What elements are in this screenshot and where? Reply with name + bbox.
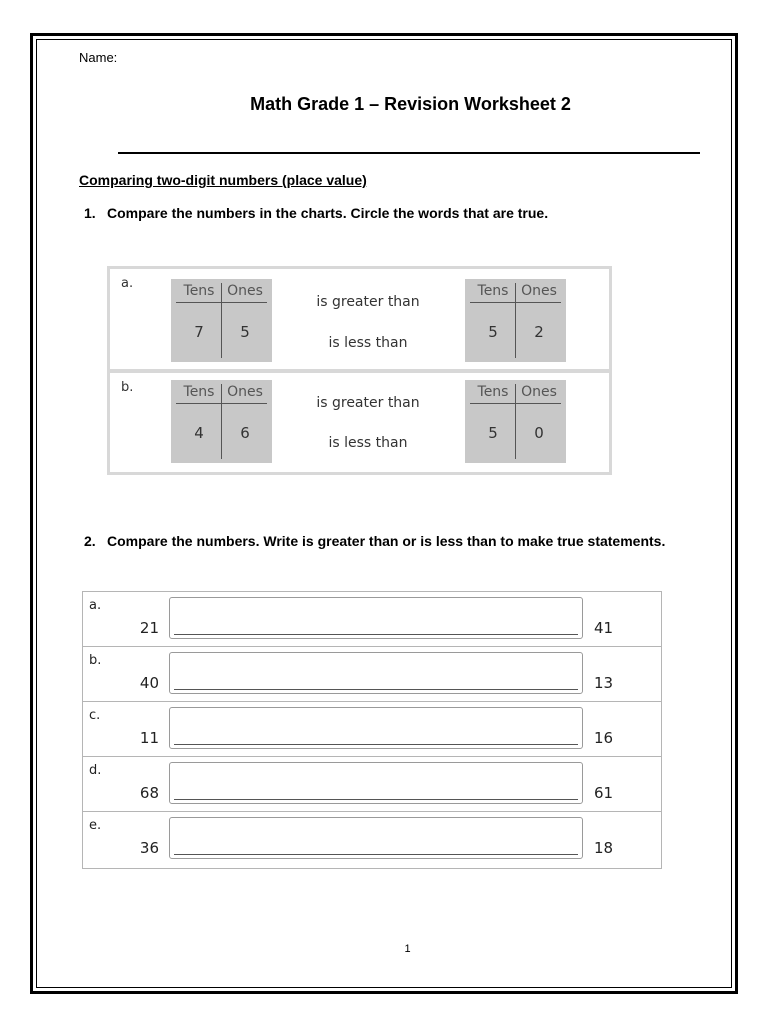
row-letter: b. bbox=[89, 653, 102, 668]
table-row bbox=[83, 592, 661, 647]
tens-digit: 7 bbox=[194, 323, 204, 341]
title-underline bbox=[118, 152, 700, 154]
answer-underline bbox=[174, 744, 578, 745]
ones-digit: 0 bbox=[534, 424, 544, 442]
left-number: 21 bbox=[139, 619, 159, 637]
question-1-number: 1. bbox=[84, 205, 96, 221]
right-number: 13 bbox=[594, 674, 614, 692]
answer-underline bbox=[174, 634, 578, 635]
answer-underline bbox=[174, 854, 578, 855]
question-2-number: 2. bbox=[84, 533, 96, 549]
chart-row-letter: b. bbox=[121, 380, 134, 395]
right-number: 16 bbox=[594, 729, 614, 747]
right-number: 61 bbox=[594, 784, 614, 802]
row-letter: a. bbox=[89, 598, 102, 613]
row-letter: c. bbox=[89, 708, 101, 723]
answer-input[interactable] bbox=[169, 597, 583, 639]
tens-digit: 5 bbox=[488, 424, 498, 442]
answer-input[interactable] bbox=[169, 707, 583, 749]
table-row bbox=[83, 702, 661, 757]
ones-digit: 6 bbox=[240, 424, 250, 442]
answer-underline bbox=[174, 799, 578, 800]
chart-row-letter: a. bbox=[121, 276, 134, 291]
ones-header: Ones bbox=[227, 283, 263, 299]
question-2-text: Compare the numbers. Write is greater than or is less than to make true statements. bbox=[107, 533, 666, 549]
section-heading: Comparing two-digit numbers (place value) bbox=[79, 172, 367, 188]
left-number: 68 bbox=[139, 784, 159, 802]
place-value-chart-left bbox=[171, 279, 272, 362]
table-row bbox=[83, 812, 661, 867]
tens-digit: 5 bbox=[488, 323, 498, 341]
left-number: 40 bbox=[139, 674, 159, 692]
answer-input[interactable] bbox=[169, 817, 583, 859]
name-label: Name: bbox=[79, 50, 118, 65]
place-value-chart-left bbox=[171, 380, 272, 463]
ones-digit: 2 bbox=[534, 323, 544, 341]
tens-header: Tens bbox=[477, 283, 509, 299]
phrase-less-than[interactable]: is less than bbox=[328, 335, 408, 351]
left-number: 11 bbox=[139, 729, 159, 747]
right-number: 18 bbox=[594, 839, 614, 857]
tens-header: Tens bbox=[183, 384, 215, 400]
phrase-less-than[interactable]: is less than bbox=[328, 435, 408, 451]
right-number: 41 bbox=[594, 619, 614, 637]
answer-input[interactable] bbox=[169, 762, 583, 804]
chart-row-a bbox=[110, 269, 609, 369]
chart-row-b bbox=[110, 373, 609, 472]
answer-input[interactable] bbox=[169, 652, 583, 694]
row-letter: e. bbox=[89, 818, 102, 833]
ones-header: Ones bbox=[521, 283, 557, 299]
place-value-chart-table bbox=[107, 266, 612, 475]
ones-digit: 5 bbox=[240, 323, 250, 341]
comparison-table bbox=[82, 591, 662, 869]
tens-header: Tens bbox=[477, 384, 509, 400]
question-2 bbox=[84, 531, 714, 575]
phrase-greater-than[interactable]: is greater than bbox=[316, 294, 420, 310]
tens-digit: 4 bbox=[194, 424, 204, 442]
table-row bbox=[83, 757, 661, 812]
tens-header: Tens bbox=[183, 283, 215, 299]
worksheet-title: Math Grade 1 – Revision Worksheet 2 bbox=[250, 94, 571, 114]
page-number: 1 bbox=[404, 943, 411, 955]
place-value-chart-right bbox=[465, 380, 566, 463]
table-row bbox=[83, 647, 661, 702]
ones-header: Ones bbox=[521, 384, 557, 400]
place-value-chart-right bbox=[465, 279, 566, 362]
row-letter: d. bbox=[89, 763, 102, 778]
answer-underline bbox=[174, 689, 578, 690]
question-1-text: Compare the numbers in the charts. Circle the words that are true. bbox=[107, 205, 549, 221]
phrase-greater-than[interactable]: is greater than bbox=[316, 395, 420, 411]
left-number: 36 bbox=[139, 839, 159, 857]
ones-header: Ones bbox=[227, 384, 263, 400]
